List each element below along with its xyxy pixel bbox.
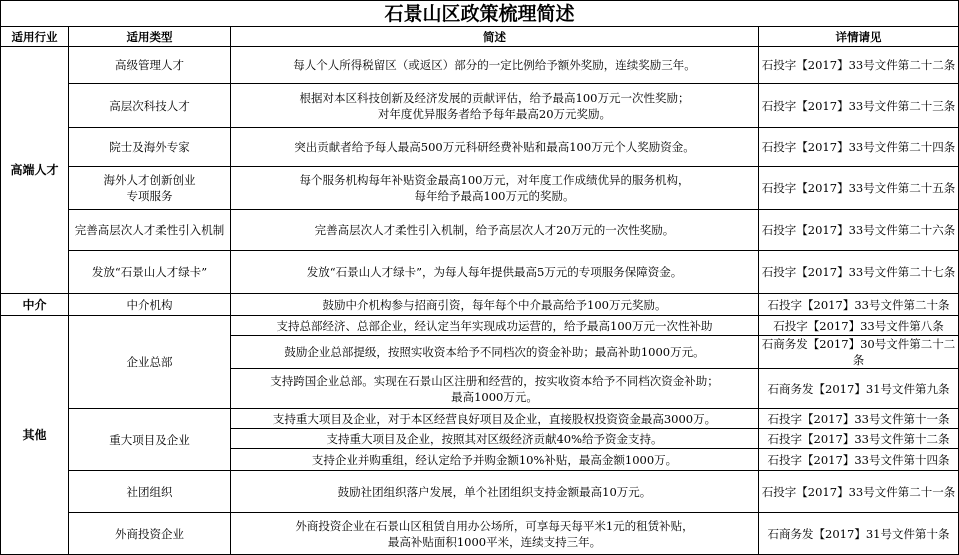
table-row [1,251,959,294]
desc-cell: 支持重大项目及企业，对于本区经营良好项目及企业，直接股权投资资金最高3000万。 [231,409,759,429]
type-cell: 完善高层次人才柔性引入机制 [69,210,231,251]
table-row [1,84,959,128]
desc-cell [231,84,759,128]
desc-cell [231,369,759,409]
table-row [1,167,959,210]
table-row [1,128,959,167]
desc-cell: 突出贡献者给予每人最高500万元科研经费补贴和最高100万元个人奖励资金。 [231,128,759,167]
ref-cell: 石投字【2017】33号文件第二十五条 [759,167,959,210]
ref-cell: 石投字【2017】33号文件第二十四条 [759,128,959,167]
industry-agent: 中介 [1,294,69,316]
table-row [1,513,959,555]
ref-cell: 石商务发【2017】31号文件第十条 [759,513,959,555]
industry-high-talent: 高端人才 [1,47,69,294]
ref-cell: 石投字【2017】33号文件第十一条 [759,409,959,429]
desc-line: 每个服务机构每年补贴资金最高100万元，对年度工作成绩优异的服务机构， [299,173,690,187]
header-desc: 简述 [231,27,759,47]
type-cell: 外商投资企业 [69,513,231,555]
desc-cell: 完善高层次人才柔性引入机制，给予高层次人才20万元的一次性奖励。 [231,210,759,251]
header-ref: 详情请见 [759,27,959,47]
desc-line: 最高1000万元。 [451,389,538,404]
ref-cell: 石投字【2017】33号文件第二十七条 [759,251,959,294]
desc-line: 外商投资企业在石景山区租赁自用办公场所，可享每天每平米1元的租赁补贴， [295,518,694,533]
ref-cell: 石投字【2017】33号文件第二十条 [759,294,959,316]
page-title: 石景山区政策梳理简述 [1,1,959,27]
desc-cell [231,513,759,555]
type-cell [69,167,231,210]
ref-cell: 石投字【2017】33号文件第二十六条 [759,210,959,251]
type-line: 专项服务 [126,189,173,203]
header-type: 适用类型 [69,27,231,47]
desc-line: 根据对本区科技创新及经济发展的贡献评估，给予最高100万元一次性奖励； [299,90,690,105]
type-cell: 重大项目及企业 [69,409,231,471]
desc-line: 最高补贴面积1000平米，连续支持三年。 [387,534,602,549]
desc-cell: 发放“石景山人才绿卡”，为每人每年提供最高5万元的专项服务保障资金。 [231,251,759,294]
desc-cell: 鼓励企业总部提级，按照实收资本给予不同档次的资金补助；最高补助1000万元。 [231,336,759,369]
header-industry: 适用行业 [1,27,69,47]
table-row [1,409,959,429]
table-row [1,294,959,316]
type-cell: 高层次科技人才 [69,84,231,128]
ref-cell: 石投字【2017】33号文件第二十二条 [759,47,959,84]
desc-cell [231,167,759,210]
desc-cell: 支持企业并购重组，经认定给予并购金额10%补贴，最高金额1000万。 [231,449,759,471]
type-line: 海外人才创新创业 [103,173,196,187]
desc-cell: 鼓励社团组织落户发展，单个社团组织支持金额最高10万元。 [231,471,759,513]
desc-cell: 支持重大项目及企业，按照其对区级经济贡献40%给予资金支持。 [231,429,759,449]
ref-cell: 石投字【2017】33号文件第十二条 [759,429,959,449]
type-cell: 院士及海外专家 [69,128,231,167]
type-cell: 中介机构 [69,294,231,316]
industry-other: 其他 [1,316,69,555]
desc-cell: 支持总部经济、总部企业，经认定当年实现成功运营的，给予最高100万元一次性补助 [231,316,759,336]
table-row [1,471,959,513]
table-row [1,316,959,336]
desc-line: 每年给予最高100万元的奖励。 [414,189,575,203]
type-cell: 发放“石景山人才绿卡” [69,251,231,294]
desc-line: 支持跨国企业总部。实现在石景山区注册和经营的，按实收资本给予不同档次资金补助； [270,373,719,388]
ref-cell: 石商务发【2017】30号文件第二十二条 [759,336,959,369]
type-cell: 企业总部 [69,316,231,409]
desc-cell: 鼓励中介机构参与招商引资，每年每个中介最高给予100万元奖励。 [231,294,759,316]
table-row [1,210,959,251]
type-cell: 社团组织 [69,471,231,513]
ref-cell: 石投字【2017】33号文件第八条 [759,316,959,336]
desc-cell: 每人个人所得税留区（或返区）部分的一定比例给予额外奖励，连续奖励三年。 [231,47,759,84]
ref-cell: 石投字【2017】33号文件第二十一条 [759,471,959,513]
ref-cell: 石投字【2017】33号文件第十四条 [759,449,959,471]
table-row [1,47,959,84]
desc-line: 对年度优异服务者给予每年最高20万元奖励。 [377,106,612,121]
type-cell: 高级管理人才 [69,47,231,84]
ref-cell: 石投字【2017】33号文件第二十三条 [759,84,959,128]
ref-cell: 石商务发【2017】31号文件第九条 [759,369,959,409]
